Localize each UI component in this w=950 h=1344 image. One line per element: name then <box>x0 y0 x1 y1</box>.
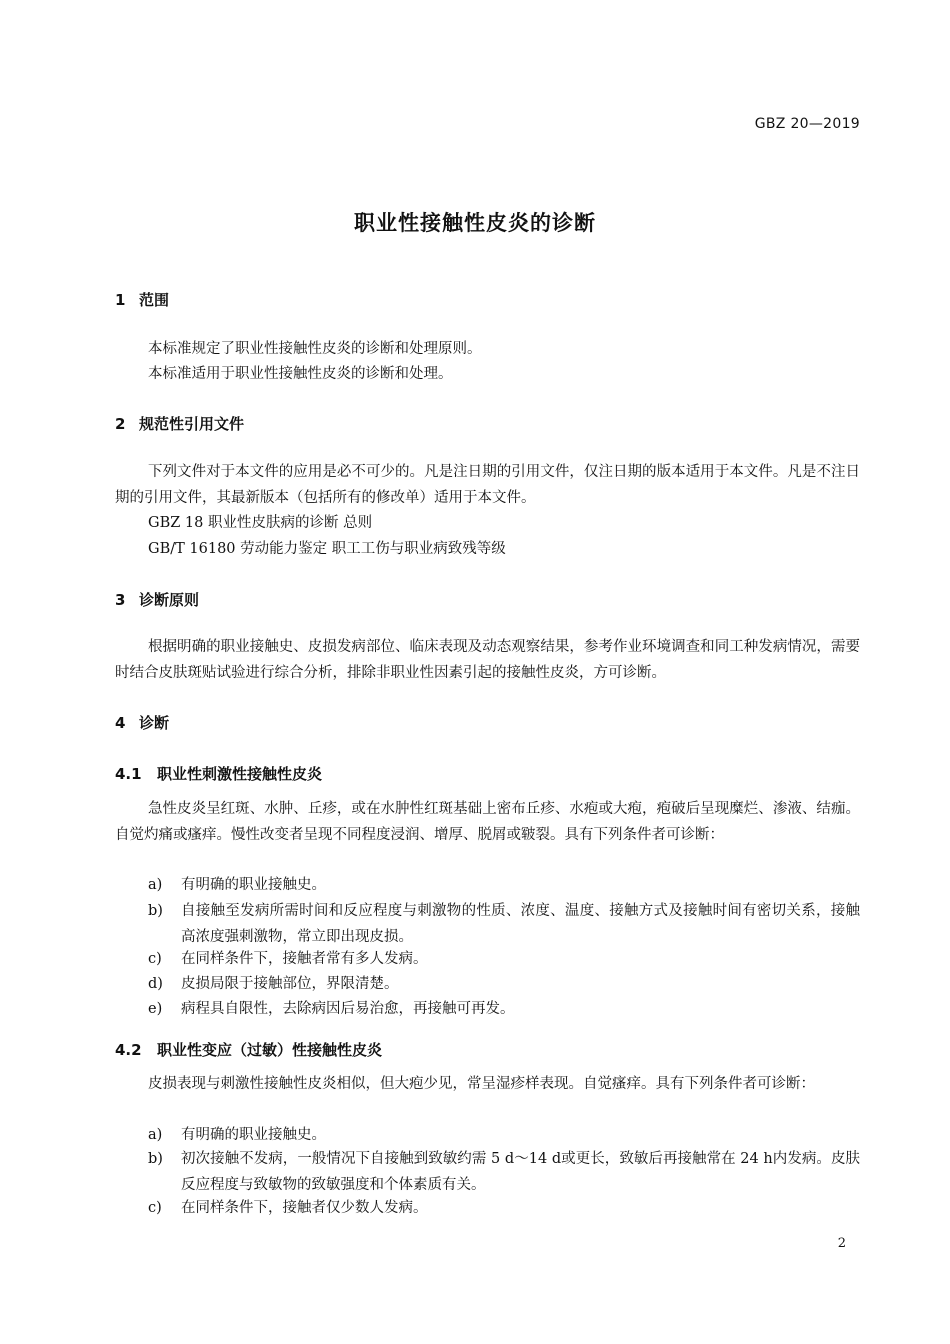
page-number: 2 <box>837 1236 846 1251</box>
allergic-dermatitis-paragraph: 皮损表现与刺激性接触性皮炎相似，但大疱少见，常呈湿疹样表现。自觉瘙痒。具有下列条件者可诊断： <box>148 1076 815 1092</box>
list-item <box>148 872 860 898</box>
document-code: GBZ 20—2019 <box>754 116 860 132</box>
list-item-text: 有明确的职业接触史。 <box>181 1127 326 1143</box>
section-number: 3 <box>115 591 126 609</box>
scope-line-2: 本标准适用于职业性接触性皮炎的诊断和处理。 <box>148 366 453 382</box>
list-item-label: e) <box>148 1001 163 1017</box>
list-item-label: b) <box>148 903 163 919</box>
list-item <box>148 996 860 1022</box>
section-number: 4.1 <box>115 765 142 783</box>
section-1-heading <box>115 289 169 310</box>
list-item <box>148 1195 860 1221</box>
section-4-2-heading <box>115 1039 382 1060</box>
normative-references-paragraph: 下列文件对于本文件的应用是必不可少的。凡是注日期的引用文件，仅注日期的版本适用于本文件。凡是不注日期的引用文件，其最新版本（包括所有的修改单）适用于本文件。 <box>115 464 860 506</box>
section-title: 职业性变应（过敏）性接触性皮炎 <box>157 1041 383 1059</box>
section-title: 范围 <box>139 291 170 309</box>
section-3-heading <box>115 589 199 610</box>
list-item-label: b) <box>148 1151 163 1167</box>
section-number: 4.2 <box>115 1041 142 1059</box>
list-item-text: 在同样条件下，接触者常有多人发病。 <box>181 951 428 967</box>
list-item <box>148 946 860 972</box>
list-item <box>148 971 860 997</box>
list-item-label: c) <box>148 951 162 967</box>
list-item <box>148 1122 860 1148</box>
section-number: 1 <box>115 291 126 309</box>
list-item <box>148 1146 860 1198</box>
list-item <box>148 898 860 950</box>
list-item-text: 自接触至发病所需时间和反应程度与刺激物的性质、浓度、温度、接触方式及接触时间有密切关系，接触高浓度强刺激物，常立即出现皮损。 <box>181 903 860 945</box>
list-item-label: a) <box>148 877 163 893</box>
irritant-dermatitis-paragraph: 急性皮炎呈红斑、水肿、丘疹，或在水肿性红斑基础上密布丘疹、水疱或大疱，疱破后呈现糜烂、渗液、结痂。自觉灼痛或瘙痒。慢性改变者呈现不同程度浸润、增厚、脱屑或皲裂。具有下列条件者可诊断： <box>115 801 860 843</box>
section-title: 诊断原则 <box>139 591 200 609</box>
section-title: 诊断 <box>139 714 170 732</box>
section-title: 规范性引用文件 <box>139 415 245 433</box>
diagnosis-principle-paragraph: 根据明确的职业接触史、皮损发病部位、临床表现及动态观察结果，参考作业环境调查和同工种发病情况，需要时结合皮肤斑贴试验进行综合分析，排除非职业性因素引起的接触性皮炎，方可诊断。 <box>115 639 860 681</box>
list-item-text: 有明确的职业接触史。 <box>181 877 326 893</box>
reference-item-2: GB/T 16180 劳动能力鉴定 职工工伤与职业病致残等级 <box>148 541 506 557</box>
document-title: 职业性接触性皮炎的诊断 <box>354 211 596 235</box>
reference-item-1: GBZ 18 职业性皮肤病的诊断 总则 <box>148 515 373 531</box>
section-number: 4 <box>115 714 126 732</box>
section-4-1-heading <box>115 763 322 784</box>
list-item-label: d) <box>148 976 163 992</box>
section-title: 职业性刺激性接触性皮炎 <box>157 765 323 783</box>
list-item-text: 在同样条件下，接触者仅少数人发病。 <box>181 1200 428 1216</box>
section-4-heading <box>115 712 169 733</box>
section-2-heading <box>115 413 244 434</box>
section-number: 2 <box>115 415 126 433</box>
scope-line-1: 本标准规定了职业性接触性皮炎的诊断和处理原则。 <box>148 341 482 357</box>
list-item-label: a) <box>148 1127 163 1143</box>
list-item-label: c) <box>148 1200 162 1216</box>
list-item-text: 病程具自限性，去除病因后易治愈，再接触可再发。 <box>181 1001 515 1017</box>
list-item-text: 皮损局限于接触部位，界限清楚。 <box>181 976 399 992</box>
list-item-text: 初次接触不发病，一般情况下自接触到致敏约需 5 d～14 d或更长，致敏后再接触常在 24 h内发病。皮肤反应程度与致敏物的致敏强度和个体素质有关。 <box>181 1151 860 1193</box>
